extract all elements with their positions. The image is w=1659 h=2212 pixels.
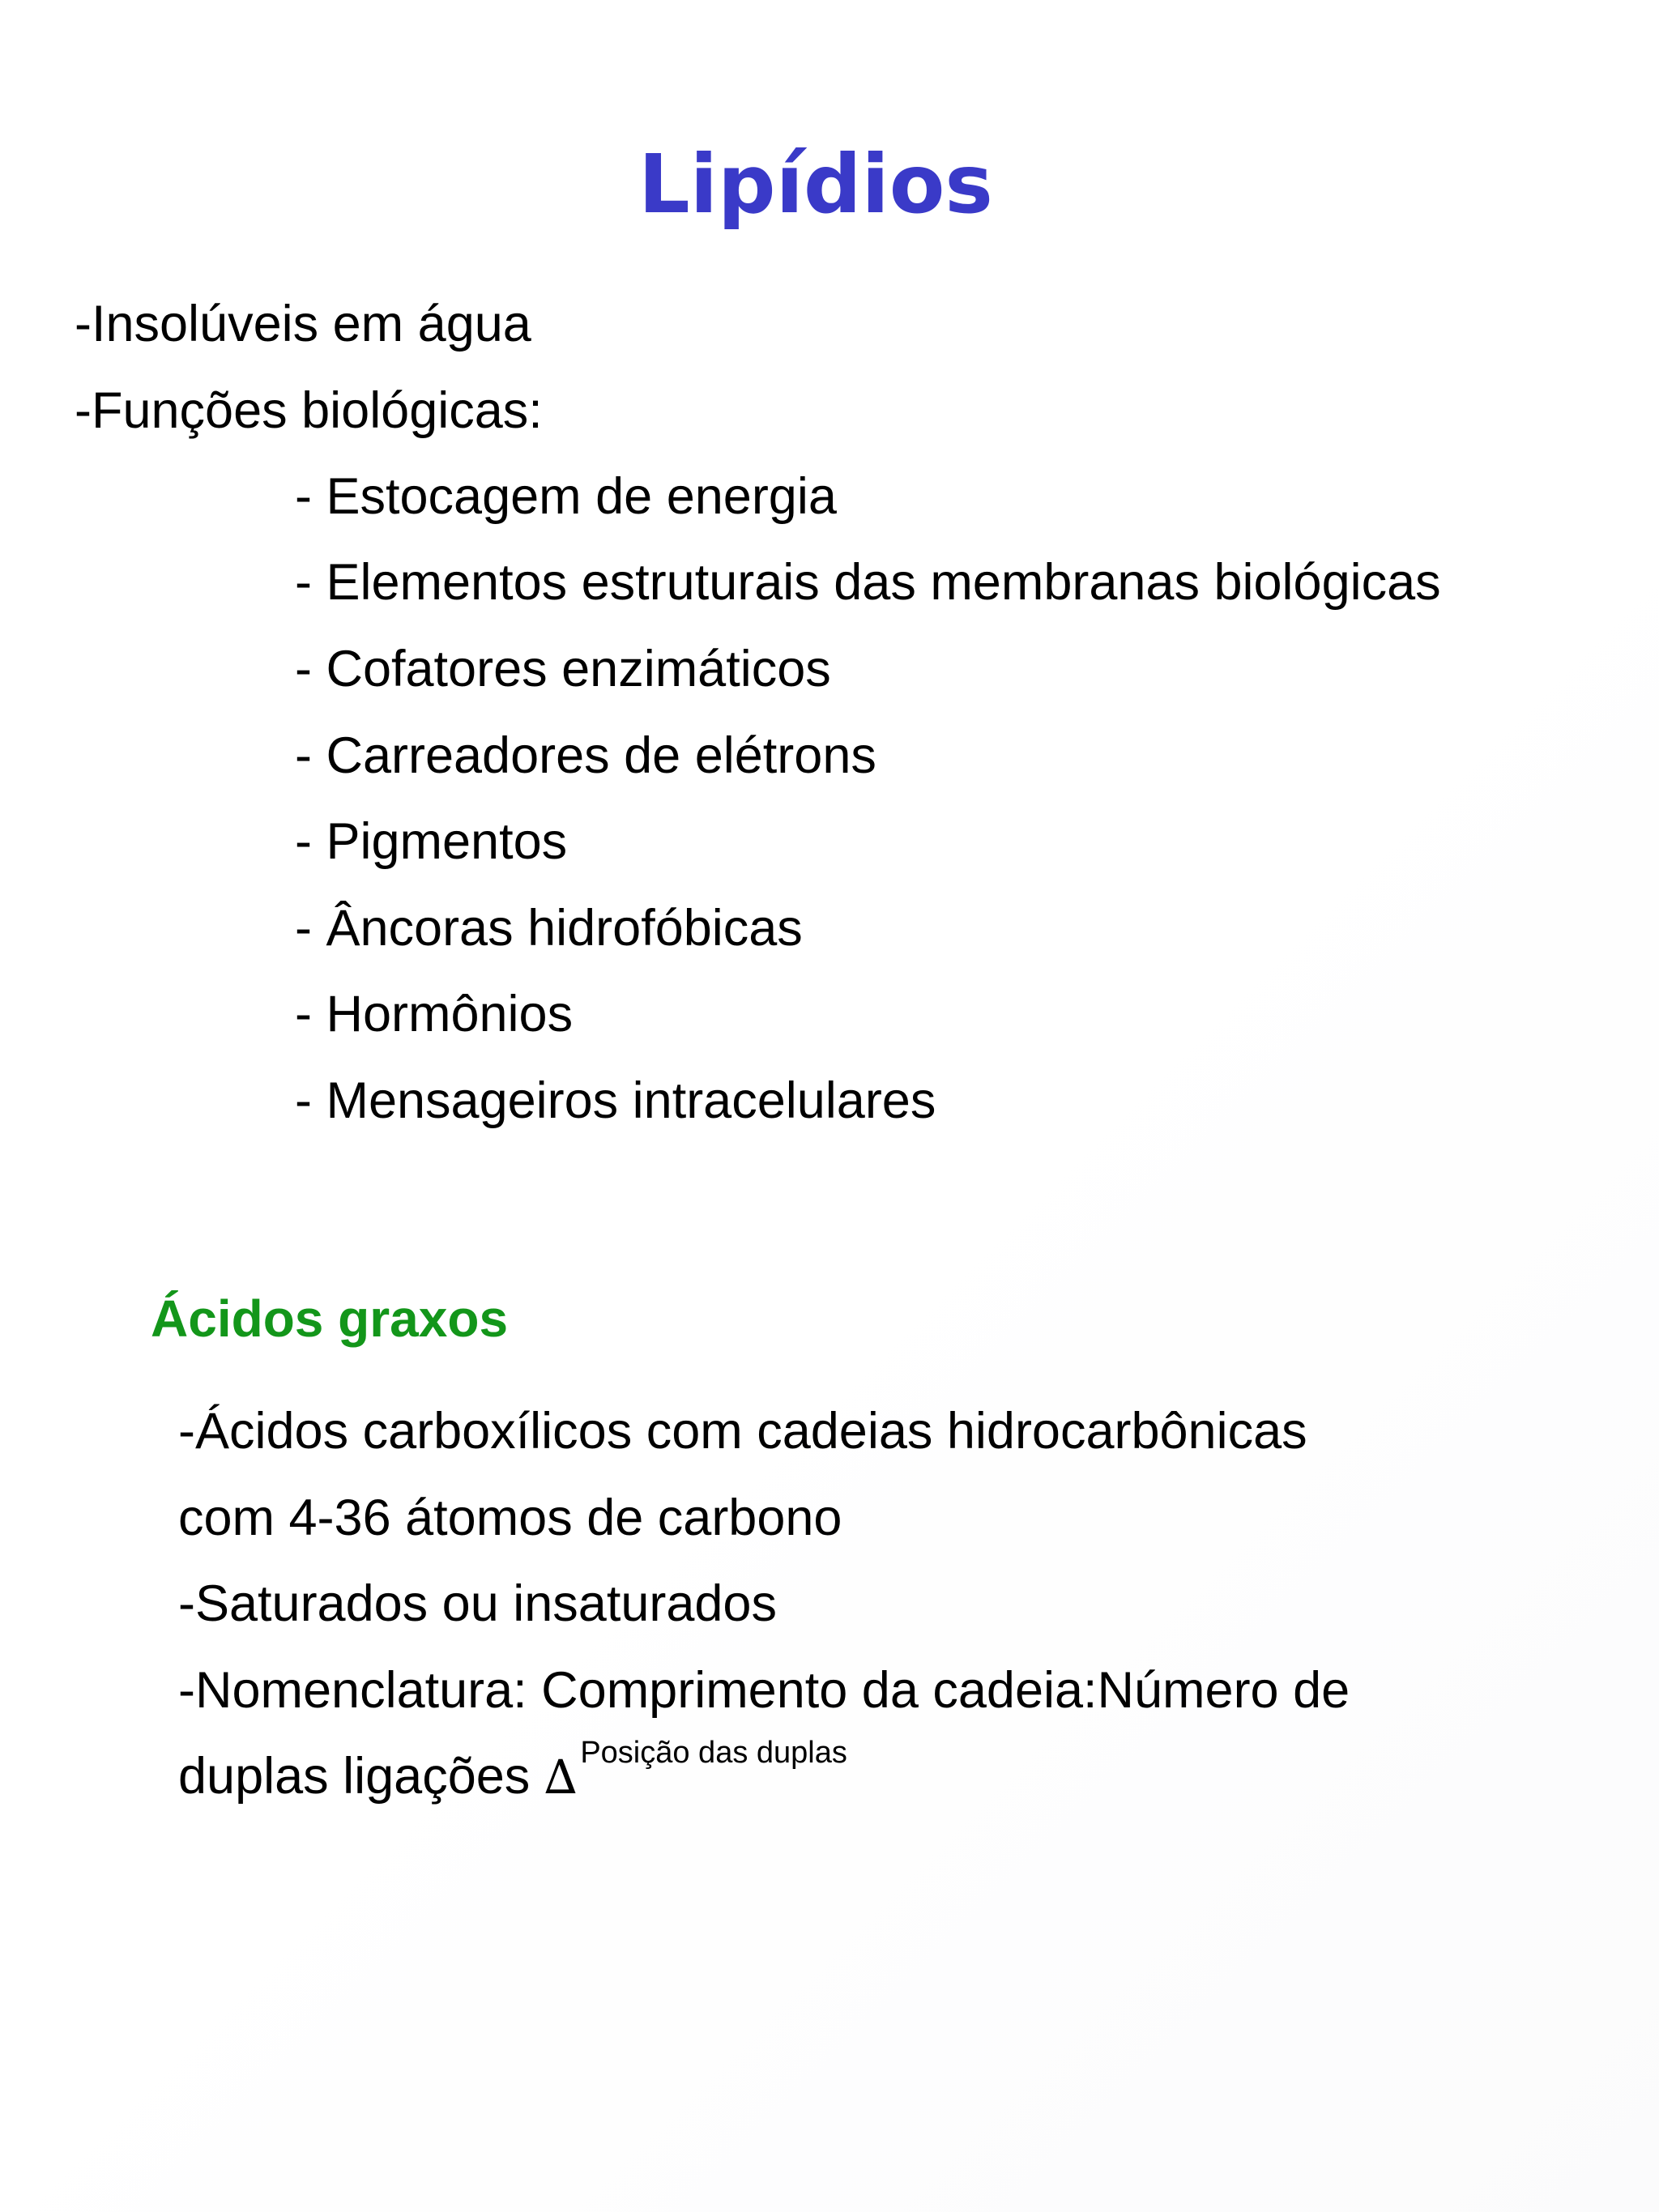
fatty-acid-line-carboxylic: -Ácidos carboxílicos com cadeias hidrocarbônicas [178,1403,1307,1460]
slide-title [0,128,1659,241]
function-item-pigments: - Pigmentos [295,813,568,870]
function-item-hormones: - Hormônios [295,986,574,1042]
fatty-acid-line-carbon-count: com 4-36 átomos de carbono [178,1490,842,1546]
function-item-membrane-elements: - Elementos estruturais das membranas biológicas [295,554,1441,611]
fatty-acid-line-nomenclature: -Nomenclatura: Comprimento da cadeia:Número de [178,1662,1350,1719]
double-bonds-text: duplas ligações [178,1748,544,1805]
function-item-intracellular-messengers: - Mensageiros intracelulares [295,1072,936,1129]
delta-superscript: Posição das duplas [580,1736,847,1770]
section-heading-fatty-acids: Ácidos graxos [151,1289,509,1348]
function-item-electron-carriers: - Carreadores de elétrons [295,727,876,784]
function-item-energy-storage: - Estocagem de energia [295,468,837,525]
fatty-acid-line-double-bonds [178,1736,847,1816]
fatty-acid-line-saturation: -Saturados ou insaturados [178,1575,777,1632]
function-item-enzyme-cofactors: - Cofatores enzimáticos [295,641,831,697]
slide-title-text: Lipídios [638,137,993,232]
delta-symbol: ∆ [544,1750,578,1805]
function-item-hydrophobic-anchors: - Âncoras hidrofóbicas [295,900,803,957]
intro-line-insoluble: -Insolúveis em água [75,296,531,352]
intro-line-functions: -Funções biológicas: [75,382,543,439]
